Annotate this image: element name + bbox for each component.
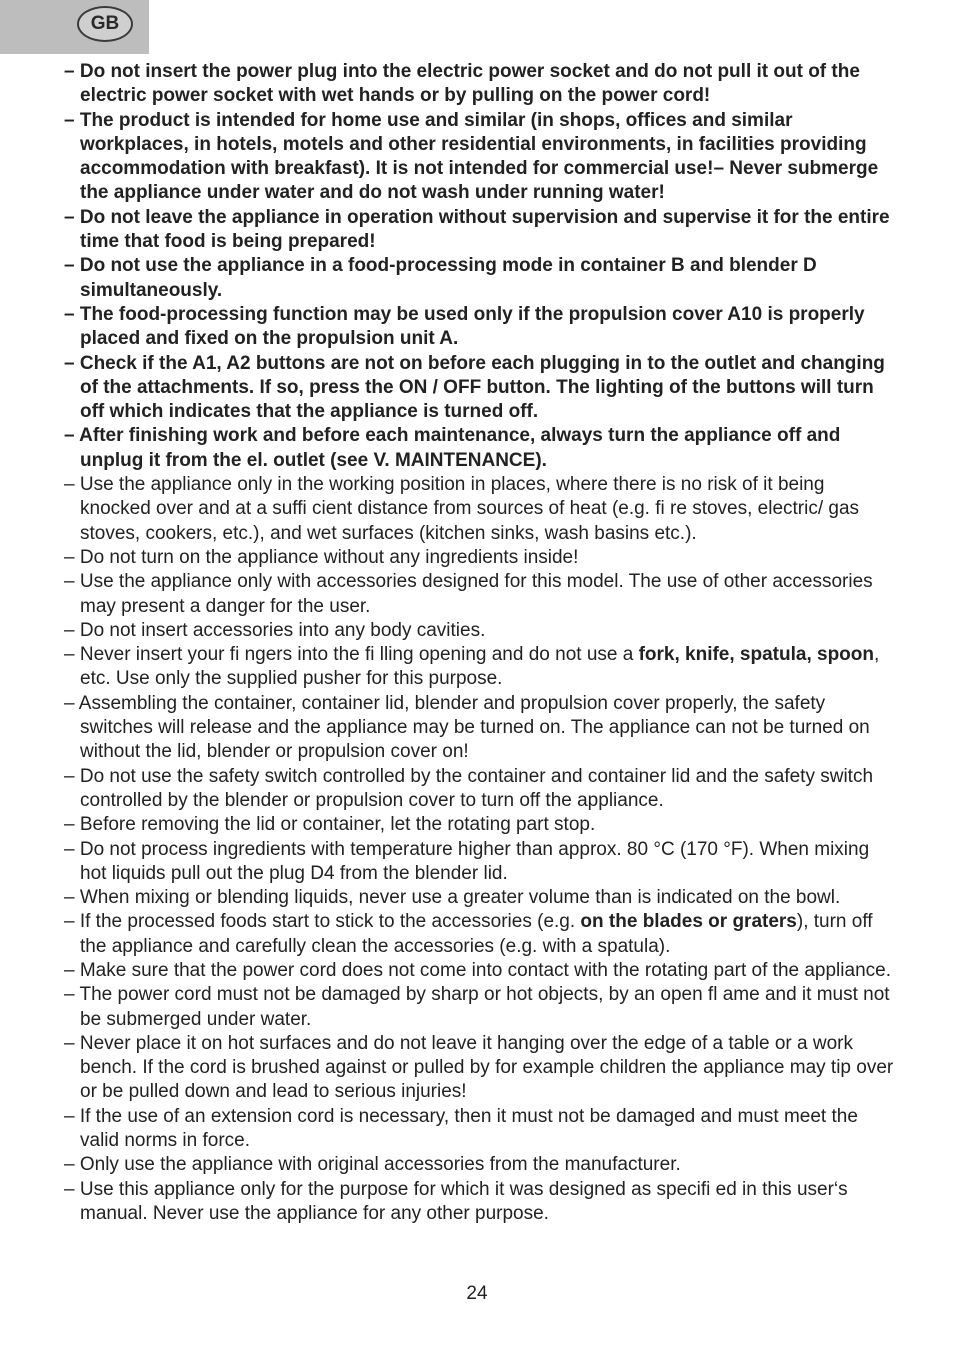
instruction-text: – Make sure that the power cord does not come into contact with the rotating part of the appliance. (64, 959, 891, 981)
instruction-item (64, 765, 894, 814)
instruction-item (64, 546, 894, 570)
instruction-text: – Do not turn on the appliance without any ingredients inside! (64, 546, 579, 568)
instruction-item (64, 813, 894, 837)
instruction-text: – Use the appliance only in the working position in places, where there is no risk of it being knocked over and at a suffi cient distance from sources of heat (e.g. fi re stoves, electric/ gas stoves, cookers, etc.), and wet surfaces (kitchen sinks, wash basins etc.). (64, 474, 860, 544)
instruction-item (64, 60, 894, 109)
instruction-item (64, 1105, 894, 1154)
instruction-text: – Never insert your fi ngers into the fi lling opening and do not use a (64, 644, 639, 666)
instruction-text: ), turn off the appliance and carefully clean the accessories (e.g. with a spatula). (80, 911, 873, 957)
instruction-text: – Do not insert accessories into any body cavities. (64, 619, 486, 641)
instruction-item (64, 303, 894, 352)
instruction-text: – Do not use the appliance in a food-processing mode in container B and blender D simultaneously. (64, 255, 817, 301)
instruction-item (64, 424, 894, 473)
instruction-text: – If the use of an extension cord is necessary, then it must not be damaged and must meet the valid norms in force. (64, 1105, 858, 1152)
instruction-item (64, 959, 894, 983)
instruction-item (64, 886, 894, 910)
instruction-text: – Use this appliance only for the purpose for which it was designed as specifi ed in this user‘s manual. Never use the appliance for any other purpose. (64, 1178, 848, 1224)
instruction-text: – Use the appliance only with accessories designed for this model. The use of other accessories may present a danger for the user. (64, 571, 873, 617)
instruction-item (64, 910, 894, 959)
instruction-item (64, 1032, 894, 1105)
instruction-item (64, 619, 894, 643)
instruction-item (64, 692, 894, 765)
instruction-item (64, 473, 894, 546)
instruction-text: – Only use the appliance with original accessories from the manufacturer. (64, 1154, 681, 1176)
instruction-item (64, 838, 894, 887)
instruction-text: – Do not process ingredients with temperature higher than approx. 80 °C (170 °F). When mixing hot liquids pull out the plug D4 from the blender lid. (64, 838, 870, 884)
instruction-item (64, 1178, 894, 1227)
page-number: 24 (466, 1283, 488, 1304)
instruction-text: – If the processed foods start to stick to the accessories (e.g. (64, 911, 581, 933)
instruction-item (64, 570, 894, 619)
instruction-item (64, 983, 894, 1032)
instruction-text: , etc. Use only the supplied pusher for this purpose. (80, 644, 880, 690)
instruction-item (64, 109, 894, 206)
emphasis-text: on the blades or graters (580, 911, 797, 933)
instruction-text: – Do not leave the appliance in operation without supervision and supervise it for the entire time that food is being prepared! (64, 206, 890, 253)
instruction-text: – Never place it on hot surfaces and do not leave it hanging over the edge of a table or a work bench. If the cord is brushed against or pulled by for example children the appliance may tip over or be pulled down and lead to serious injuries! (64, 1032, 894, 1103)
instruction-text: – Check if the A1, A2 buttons are not on before each plugging in to the outlet and changing of the attachments. If so, press the ON / OFF button. The lighting of the buttons will turn off which indicates that the appliance is turned off. (64, 352, 885, 423)
language-tab (0, 0, 149, 54)
instruction-item (64, 352, 894, 425)
instruction-text: – When mixing or blending liquids, never use a greater volume than is indicated on the bowl. (64, 887, 841, 909)
instruction-text: – The food-processing function may be used only if the propulsion cover A10 is properly placed and fixed on the propulsion unit A. (64, 303, 865, 350)
instruction-item (64, 1153, 894, 1177)
instruction-text: – After finishing work and before each maintenance, always turn the appliance off and unplug it from the el. outlet (see V. MAINTENANCE). (64, 425, 841, 471)
instruction-text: – The power cord must not be damaged by sharp or hot objects, by an open fl ame and it must not be submerged under water. (64, 984, 890, 1030)
instruction-text: – Do not insert the power plug into the electric power socket and do not pull it out of the electric power socket with wet hands or by pulling on the power cord! (64, 61, 860, 107)
emphasis-text: fork, knife, spatula, spoon (638, 644, 874, 666)
language-badge: GB (77, 6, 133, 42)
instruction-text: – Assembling the container, container lid, blender and propulsion cover properly, the safety switches will release and the appliance may be turned on. The appliance can not be turned on without the lid, blender or propulsion cover on! (64, 692, 870, 763)
instruction-item (64, 254, 894, 303)
instruction-item (64, 643, 894, 692)
instruction-text: – Before removing the lid or container, let the rotating part stop. (64, 814, 596, 836)
instruction-item (64, 206, 894, 255)
safety-instructions-list (64, 60, 894, 1226)
instruction-text: – Do not use the safety switch controlled by the container and container lid and the safety switch controlled by the blender or propulsion cover to turn off the appliance. (64, 765, 874, 811)
instruction-text: – The product is intended for home use and similar (in shops, offices and similar workplaces, in hotels, motels and other residential environments, in facilities providing accommodation with breakfast). It is not intended for commercial use!– Never submerge the appliance under water and do not wash under running water! (64, 109, 879, 204)
